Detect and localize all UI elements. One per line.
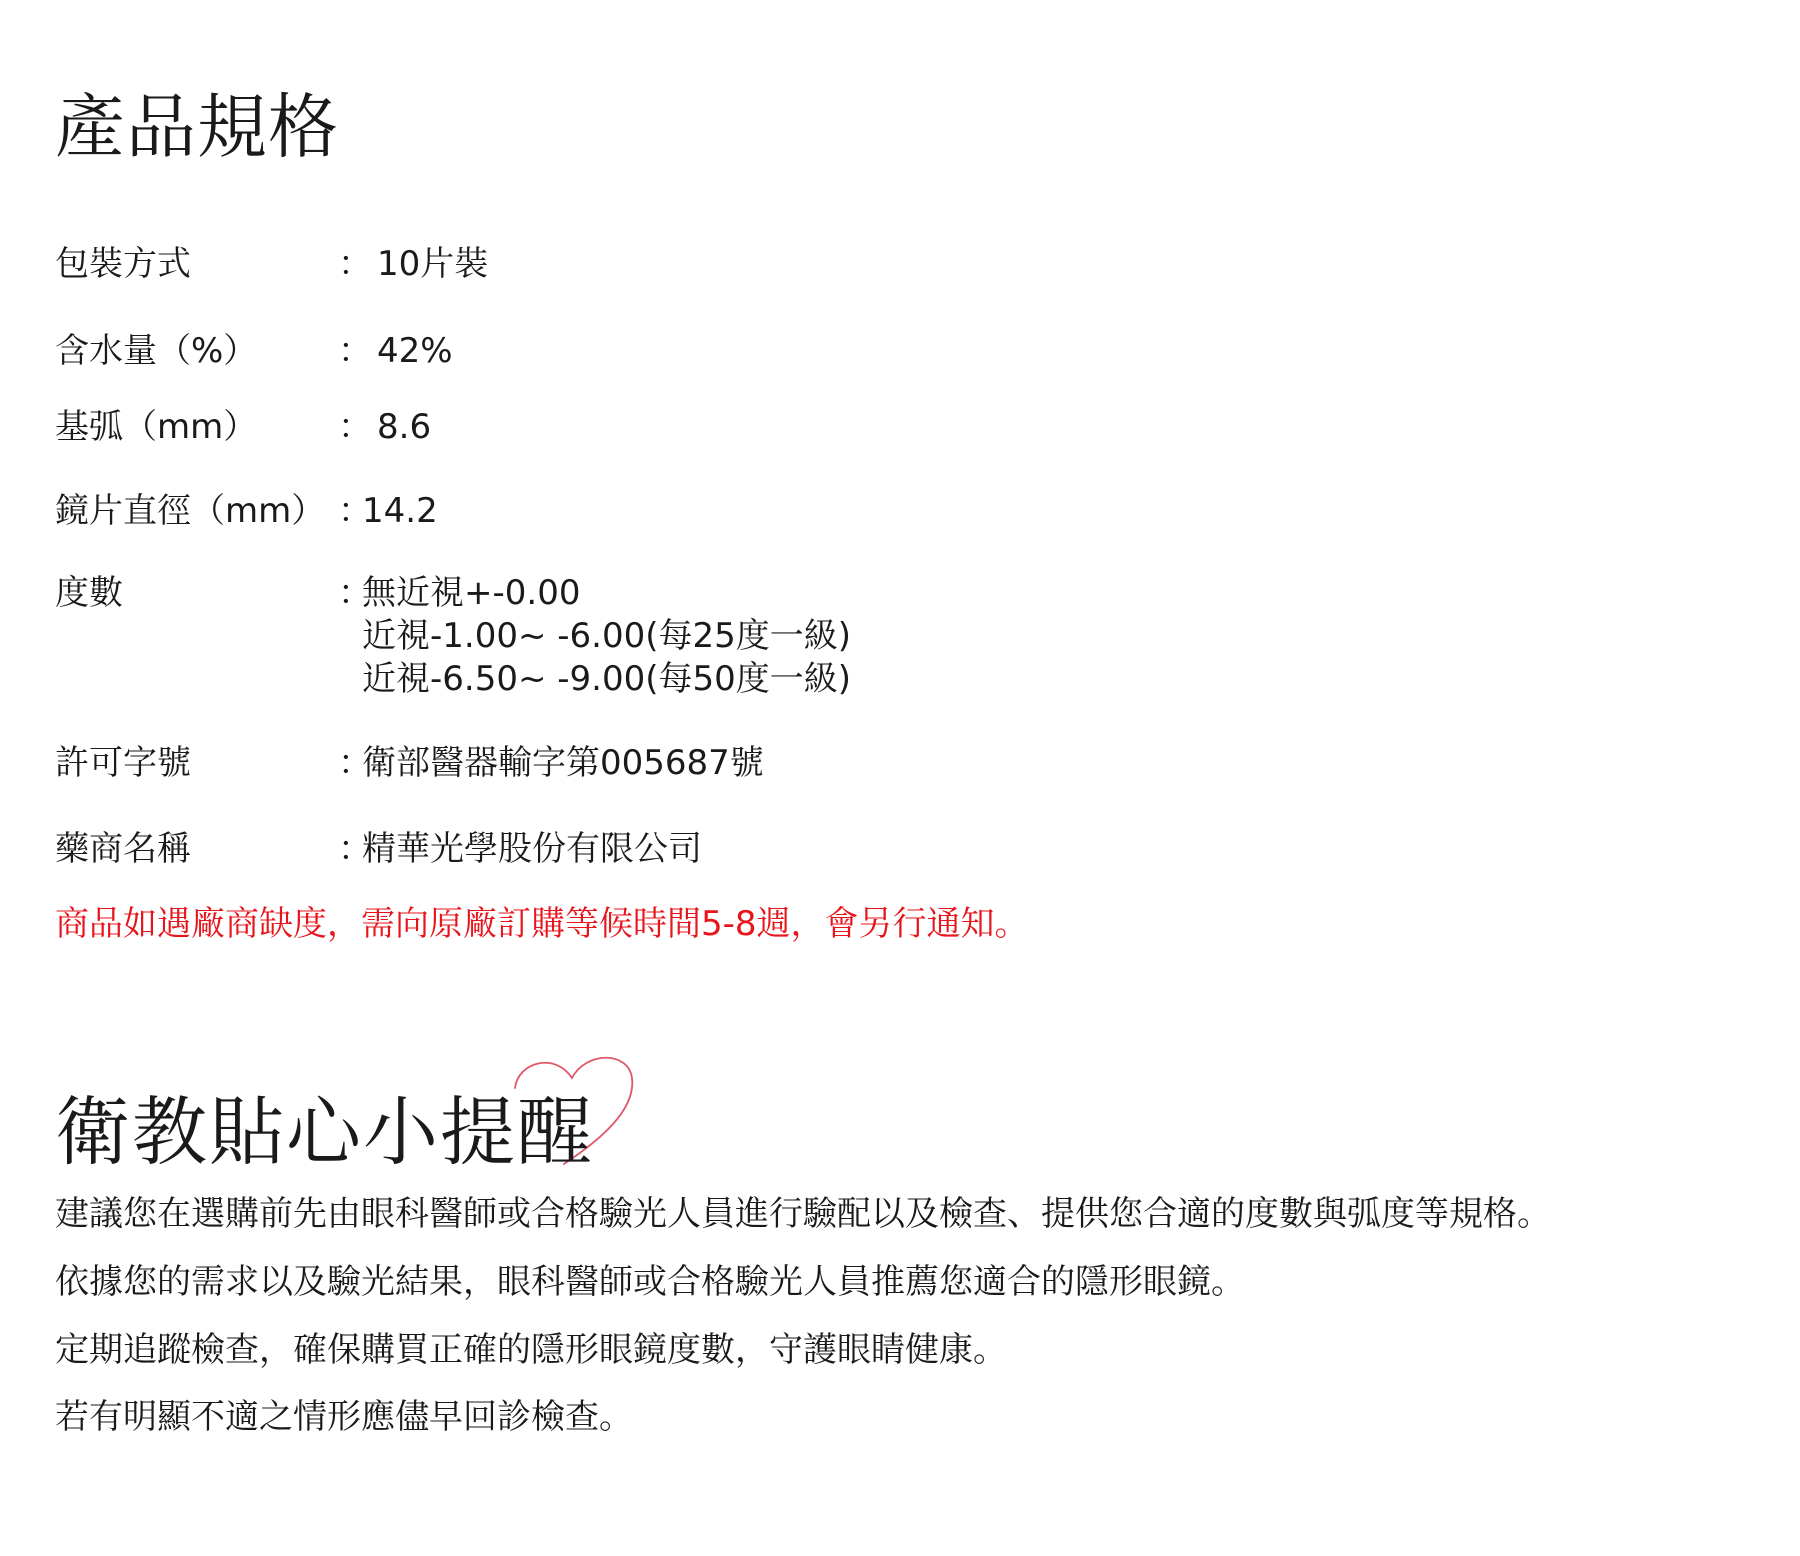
spec-label: 藥商名稱: [55, 829, 191, 869]
spec-value-line: 10片裝: [377, 244, 489, 284]
stock-notice: 商品如遇廠商缺度，需向原廠訂購等候時間5-8週，會另行通知。: [55, 904, 1029, 944]
spec-value: [377, 406, 431, 449]
spec-colon: ：: [338, 244, 372, 284]
tip-line: 定期追蹤檢查，確保購買正確的隱形眼鏡度數，守護眼睛健康。: [55, 1330, 1007, 1370]
spec-colon: ：: [338, 829, 372, 869]
spec-value-line: 近視-6.50~ -9.00(每50度一級): [362, 659, 852, 699]
tip-line: 建議您在選購前先由眼科醫師或合格驗光人員進行驗配以及檢查、提供您合適的度數與弧度等規格。: [55, 1194, 1551, 1234]
spec-value: [362, 572, 851, 701]
spec-value: [362, 490, 438, 533]
spec-colon: ：: [338, 573, 372, 613]
spec-colon: ：: [338, 491, 372, 531]
spec-value-line: 近視-1.00~ -6.00(每25度一級): [362, 616, 852, 656]
spec-label: 包裝方式: [55, 244, 191, 284]
spec-colon: ：: [338, 331, 372, 371]
tip-line: 依據您的需求以及驗光結果，眼科醫師或合格驗光人員推薦您適合的隱形眼鏡。: [55, 1262, 1245, 1302]
spec-value-line: 14.2: [362, 491, 438, 531]
tip-line: 若有明顯不適之情形應儘早回診檢查。: [55, 1397, 633, 1437]
spec-colon: ：: [338, 407, 372, 447]
spec-value-line: 無近視+-0.00: [362, 573, 581, 613]
spec-label: 含水量（%）: [55, 331, 258, 371]
spec-colon: ：: [338, 743, 372, 783]
spec-label: 許可字號: [55, 743, 191, 783]
spec-value-line: 8.6: [377, 407, 432, 447]
spec-label: 度數: [55, 573, 123, 613]
spec-label: 鏡片直徑（mm）: [55, 491, 326, 531]
spec-label: 基弧（mm）: [55, 407, 258, 447]
spec-value-line: 42%: [377, 331, 453, 371]
spec-value: [362, 742, 764, 785]
tips-title: 衛教貼心小提醒: [55, 1088, 595, 1176]
spec-value: [377, 243, 488, 286]
spec-value-line: 精華光學股份有限公司: [362, 829, 702, 869]
spec-title: 產品規格: [55, 86, 339, 168]
spec-value: [362, 828, 702, 871]
spec-value-line: 衛部醫器輸字第005687號: [362, 743, 764, 783]
spec-value: [377, 330, 453, 373]
